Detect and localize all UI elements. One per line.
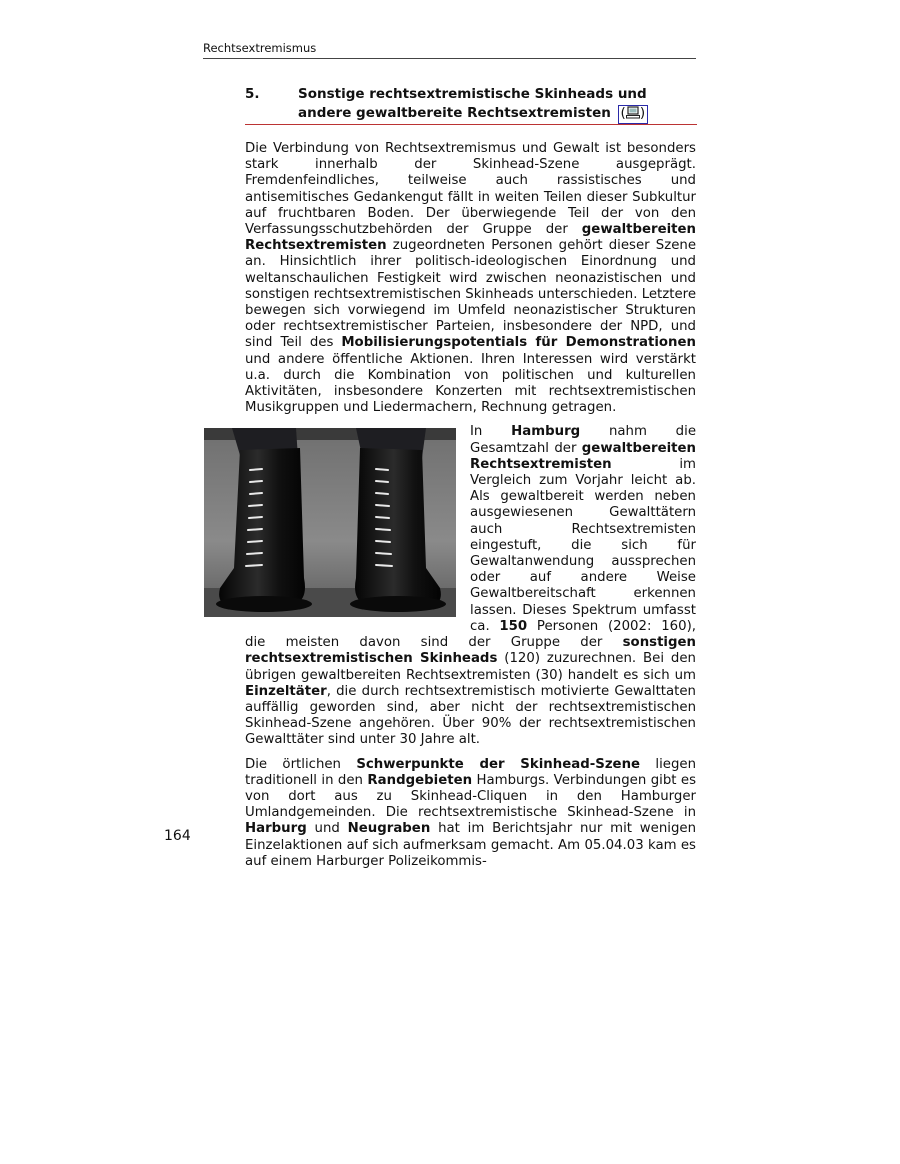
section-number: 5. [245,86,260,102]
paragraph-1 [245,141,696,416]
link-open-paren: ( [620,105,626,121]
bold-term: sonstigen rechtsextremistischen Skinheads [245,635,696,667]
bold-term: Hamburg [511,424,581,440]
text: zugeordneten Personen gehört dieser Szene an. Hinsichtlich ihrer politisch-ideologischen Einordnung und weltanschaulichen Festigkeit wird zwischen neonazistischen und sonstigen rechtsextremistischen Skinheads unterschieden. Letztere bewegen sich vorwiegend im Umfeld neonazistischer Strukturen oder rechtsextremistischer Parteien, insbesondere der NPD, und sind Teil des [245,238,696,351]
text: liegen traditionell in den [245,756,696,788]
text: Die örtlichen [245,756,357,772]
running-header: Rechtsextremismus [203,41,696,59]
text: (120) zuzurechnen. Bei den übrigen gewaltbereiten Rechtsextremisten (30) handelt es sich um [245,651,696,683]
bold-term: Mobilisierungspotentials für Demonstrationen [341,335,696,351]
text: Die Verbindung von Rechtsextremismus und Gewalt ist besonders stark innerhalb der Skinhead-Szene ausgeprägt. Fremdenfeindliches, teilweise auch rassistisches und antisemitisches Gedankengut fällt in weiten Teilen dieser Subkultur auf fruchtbaren Boden. Der überwiegende Teil der von den Verfassungsschutzbehörden der Gruppe der [245,141,696,238]
text: , die durch rechtsextremistisch motivierte Gewalttaten auffällig geworden sind, aber nicht der rechtsextremistischen Skinhead-Szene angehören. Über 90% der rechtsextremistischen Gewalttäter sind unter 30 Jahre alt. [245,683,696,748]
page-number: 164 [164,828,191,844]
body-text [245,141,696,878]
multimedia-link[interactable] [618,105,649,124]
text: Hamburgs. Verbindungen gibt es von dort aus zu Skinhead-Cliquen in den Hamburger Umlandgemeinden. Die rechtsextremistische Skinhead-Szene in [245,772,696,821]
text: nahm die Gesamtzahl der [470,424,697,456]
bold-term: Randgebieten [367,772,473,788]
link-close-paren: ) [639,105,646,121]
text: Personen (2002: 160), die meisten davon sind der Gruppe der [245,618,696,651]
boots-photo [204,428,456,617]
bold-term: Einzeltäter [245,683,327,699]
section-heading [245,85,696,124]
text: im Vergleich zum Vorjahr leicht ab. Als gewaltbereit werden neben ausgewiesenen Gewalttätern auch Rechtsextremisten eingestuft, die sich für Gewaltanwendung aussprechen oder auf andere Weise Gewaltbereitschaft erkennen lassen. Dieses Spektrum umfasst ca. [470,456,696,634]
bold-term: Schwerpunkte der Skinhead-Szene [356,756,641,772]
text: hat im Berichtsjahr nur mit wenigen Einzelaktionen auf sich aufmerksam gemacht. Am 05.04.03 kam es auf einem Harburger Polizeikommis- [245,821,696,869]
text-before-photo: und andere öffentliche Aktionen. Ihren Interessen wird verstärkt u.a. durch die Kombination von politischen und kulturellen Aktivitäten, insbesondere Konzerten mit rechtsextremistischen Musikgruppen und Liedermachern, Rechnung getragen. [245,351,696,416]
bold-term: 150 [499,618,528,634]
bold-term: gewaltbereiten Rechtsextremisten [470,440,696,472]
text: und [306,821,348,837]
text: In [470,424,512,440]
bold-term: Harburg [245,821,307,837]
bold-term: gewaltbereiten Rechtsextremisten [245,222,696,254]
computer-icon [626,106,640,123]
heading-rule [245,124,697,125]
bold-term: Neugraben [347,821,431,837]
paragraph-3 [245,757,696,870]
section-title: Sonstige rechtsextremistische Skinheads und andere gewaltbereite Rechtsextremisten [298,86,647,121]
